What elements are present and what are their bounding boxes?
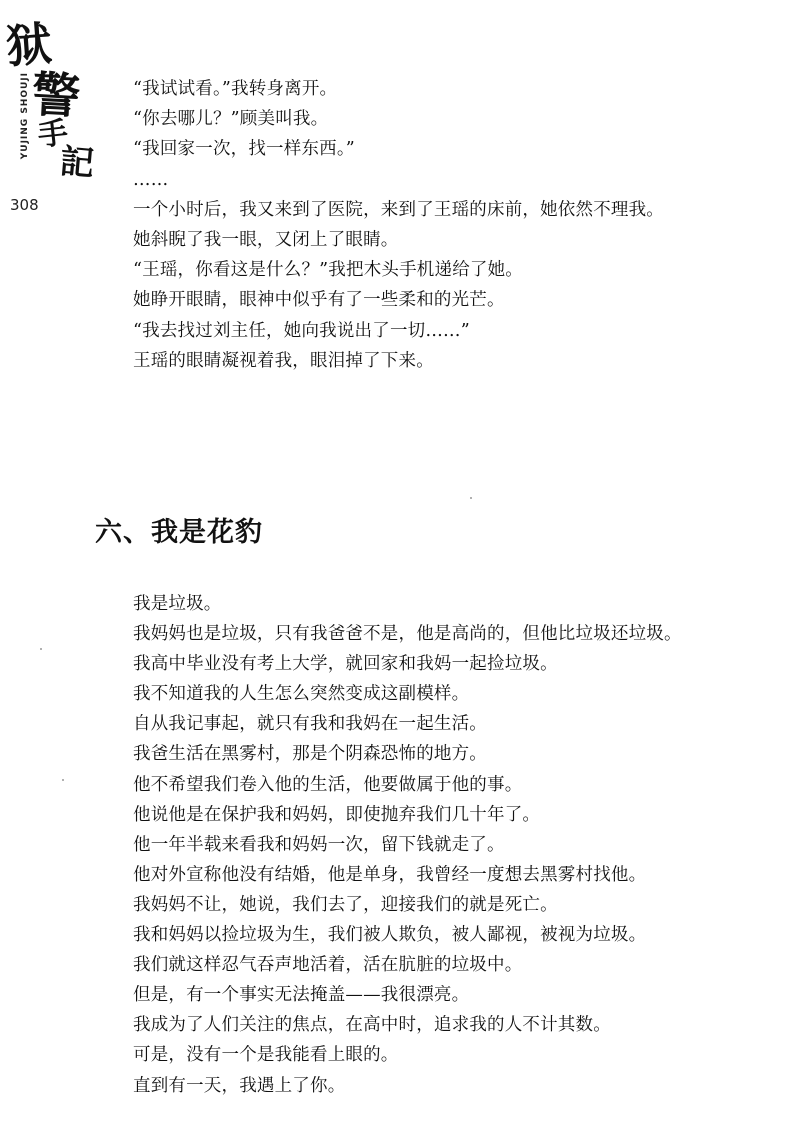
paragraph: “王瑶，你看这是什么？”我把木头手机递给了她。 <box>133 260 523 281</box>
paragraph: …… <box>133 169 169 190</box>
paragraph: “我试试看。”我转身离开。 <box>133 79 338 99</box>
paragraph: 我妈妈也是垃圾，只有我爸爸不是，他是高尚的，但他比垃圾还垃圾。 <box>133 624 682 645</box>
chapter-title: 六、我是花豹 <box>95 517 263 548</box>
section-1-text <box>133 74 753 376</box>
paragraph: 我高中毕业没有考上大学，就回家和我妈一起捡垃圾。 <box>133 654 558 675</box>
paragraph: 他不希望我们卷入他的生活，他要做属于他的事。 <box>133 774 523 795</box>
book-logo <box>2 16 98 186</box>
paragraph: 他说他是在保护我和妈妈，即使抛弃我们几十年了。 <box>133 804 541 825</box>
page-number: 308 <box>10 196 39 214</box>
section-2-text <box>133 589 753 1101</box>
logo-char-4: 記 <box>58 141 96 185</box>
paragraph: 但是，有一个事实无法掩盖——我很漂亮。 <box>133 985 470 1006</box>
paragraph: “我去找过刘主任，她向我说出了一切……” <box>133 320 470 341</box>
scan-speck <box>62 779 64 781</box>
paragraph: 他一年半载来看我和妈妈一次，留下钱就走了。 <box>133 834 505 855</box>
paragraph: 一个小时后，我又来到了医院，来到了王瑶的床前，她依然不理我。 <box>133 199 664 220</box>
paragraph: 可是，没有一个是我能看上眼的。 <box>133 1045 399 1066</box>
paragraph: “我回家一次，找一样东西。” <box>133 139 355 160</box>
logo-char-2: 警 <box>30 66 82 126</box>
scan-speck <box>470 497 472 499</box>
paragraph: 直到有一天，我遇上了你。 <box>133 1075 346 1096</box>
paragraph: 自从我记事起，就只有我和我妈在一起生活。 <box>133 714 487 735</box>
paragraph: 我不知道我的人生怎么突然变成这副模样。 <box>133 684 470 705</box>
logo-char-3: 手 <box>36 115 70 154</box>
paragraph: 王瑶的眼睛凝视着我，眼泪掉了下来。 <box>133 350 434 371</box>
paragraph: 我是垃圾。 <box>133 594 222 614</box>
logo-pinyin: YUJING SHOUJI <box>20 72 30 160</box>
logo-char-1: 狱 <box>4 16 54 74</box>
paragraph: 我们就这样忍气吞声地活着，活在肮脏的垃圾中。 <box>133 955 523 976</box>
paragraph: 她睁开眼睛，眼神中似乎有了一些柔和的光芒。 <box>133 290 505 311</box>
paragraph: “你去哪儿？”顾美叫我。 <box>133 109 329 130</box>
paragraph: 她斜睨了我一眼，又闭上了眼睛。 <box>133 230 399 251</box>
paragraph: 我爸生活在黑雾村，那是个阴森恐怖的地方。 <box>133 744 487 765</box>
scan-speck <box>40 648 42 650</box>
paragraph: 我妈妈不让，她说，我们去了，迎接我们的就是死亡。 <box>133 894 558 915</box>
paragraph: 我和妈妈以捡垃圾为生，我们被人欺负，被人鄙视，被视为垃圾。 <box>133 925 647 946</box>
paragraph: 我成为了人们关注的焦点，在高中时，追求我的人不计其数。 <box>133 1015 611 1036</box>
paragraph: 他对外宣称他没有结婚，他是单身，我曾经一度想去黑雾村找他。 <box>133 864 647 885</box>
